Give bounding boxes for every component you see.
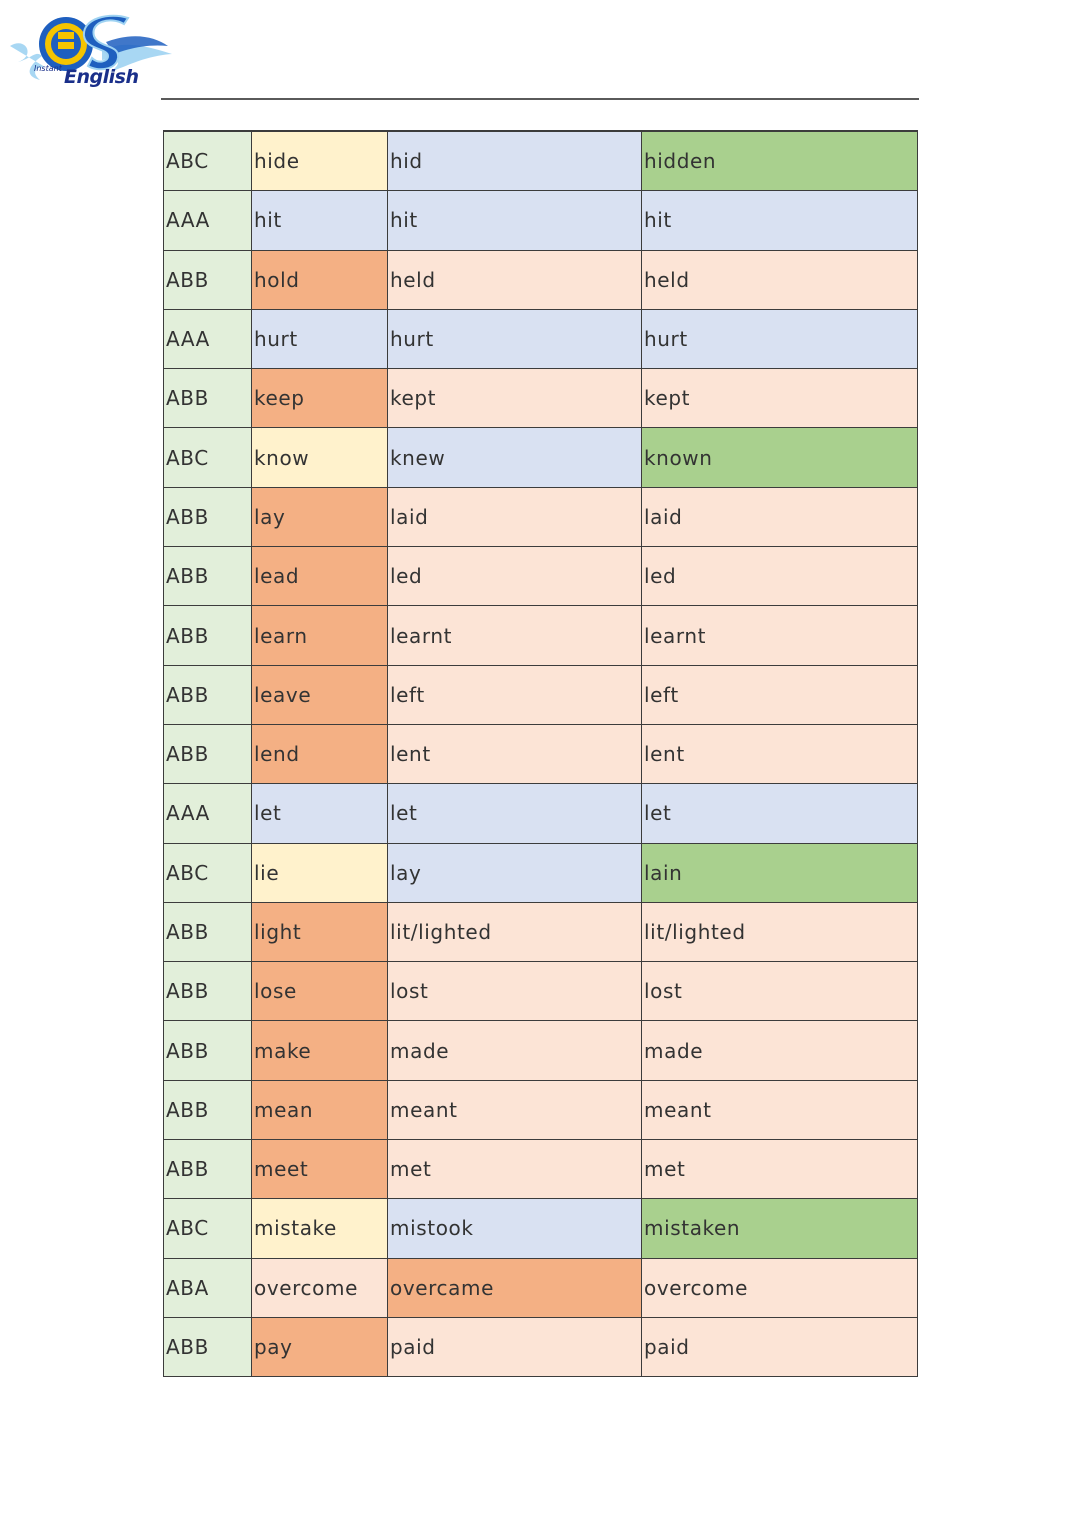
table-row [164,902,918,961]
past-tense-cell: led [388,547,642,606]
base-form-cell: keep [252,369,388,428]
pattern-type-cell: ABC [164,131,252,191]
pattern-type-cell: ABB [164,1140,252,1199]
pattern-type-cell: AAA [164,784,252,843]
base-form-cell: lie [252,843,388,902]
base-form-cell: hold [252,250,388,309]
base-form-cell: lose [252,962,388,1021]
past-participle-cell: learnt [642,606,918,665]
table-row [164,1258,918,1317]
header-divider [161,98,919,100]
table-row [164,1317,918,1376]
table-row [164,665,918,724]
table-row [164,428,918,487]
past-tense-cell: hid [388,131,642,191]
past-tense-cell: left [388,665,642,724]
past-tense-cell: hit [388,191,642,250]
base-form-cell: leave [252,665,388,724]
pattern-type-cell: ABB [164,547,252,606]
table-row [164,1140,918,1199]
pattern-type-cell: ABB [164,369,252,428]
base-form-cell: light [252,902,388,961]
past-participle-cell: made [642,1021,918,1080]
table-row [164,547,918,606]
base-form-cell: hit [252,191,388,250]
base-form-cell: let [252,784,388,843]
logo-main-label: English [64,66,139,88]
past-participle-cell: lost [642,962,918,1021]
base-form-cell: hide [252,131,388,191]
past-tense-cell: laid [388,487,642,546]
past-tense-cell: learnt [388,606,642,665]
past-participle-cell: hurt [642,309,918,368]
table-row [164,250,918,309]
table-row [164,1080,918,1139]
pattern-type-cell: ABC [164,1199,252,1258]
past-tense-cell: made [388,1021,642,1080]
past-participle-cell: hit [642,191,918,250]
past-tense-cell: met [388,1140,642,1199]
instant-english-logo [6,6,174,92]
past-participle-cell: lain [642,843,918,902]
pattern-type-cell: ABB [164,724,252,783]
pattern-type-cell: ABA [164,1258,252,1317]
past-tense-cell: mistook [388,1199,642,1258]
base-form-cell: hurt [252,309,388,368]
base-form-cell: lend [252,724,388,783]
past-participle-cell: meant [642,1080,918,1139]
past-participle-cell: known [642,428,918,487]
base-form-cell: mistake [252,1199,388,1258]
base-form-cell: lay [252,487,388,546]
past-tense-cell: lent [388,724,642,783]
past-tense-cell: knew [388,428,642,487]
pattern-type-cell: AAA [164,191,252,250]
past-participle-cell: held [642,250,918,309]
table-row [164,784,918,843]
irregular-verbs-table [163,130,918,1377]
past-participle-cell: lit/lighted [642,902,918,961]
table-row [164,191,918,250]
base-form-cell: overcome [252,1258,388,1317]
past-tense-cell: held [388,250,642,309]
base-form-cell: know [252,428,388,487]
pattern-type-cell: ABB [164,1317,252,1376]
past-participle-cell: overcome [642,1258,918,1317]
base-form-cell: mean [252,1080,388,1139]
table-row [164,1199,918,1258]
past-tense-cell: lost [388,962,642,1021]
table-row [164,843,918,902]
past-participle-cell: mistaken [642,1199,918,1258]
past-tense-cell: meant [388,1080,642,1139]
table-row [164,1021,918,1080]
past-participle-cell: hidden [642,131,918,191]
past-participle-cell: met [642,1140,918,1199]
pattern-type-cell: ABB [164,665,252,724]
past-participle-cell: led [642,547,918,606]
past-tense-cell: overcame [388,1258,642,1317]
pattern-type-cell: ABB [164,902,252,961]
past-tense-cell: paid [388,1317,642,1376]
past-participle-cell: kept [642,369,918,428]
pattern-type-cell: ABC [164,428,252,487]
table-row [164,487,918,546]
pattern-type-cell: ABB [164,1080,252,1139]
table-row [164,606,918,665]
past-tense-cell: hurt [388,309,642,368]
past-participle-cell: let [642,784,918,843]
past-tense-cell: let [388,784,642,843]
past-participle-cell: laid [642,487,918,546]
pattern-type-cell: ABB [164,962,252,1021]
logo-sub-label: Instant [34,64,62,73]
pattern-type-cell: ABB [164,606,252,665]
past-tense-cell: lay [388,843,642,902]
past-participle-cell: lent [642,724,918,783]
past-tense-cell: lit/lighted [388,902,642,961]
verb-table-body [164,131,918,1377]
table-row [164,962,918,1021]
table-row [164,309,918,368]
base-form-cell: pay [252,1317,388,1376]
pattern-type-cell: ABB [164,250,252,309]
past-participle-cell: paid [642,1317,918,1376]
base-form-cell: make [252,1021,388,1080]
past-tense-cell: kept [388,369,642,428]
table-row [164,724,918,783]
table-row [164,131,918,191]
pattern-type-cell: ABB [164,1021,252,1080]
table-row [164,369,918,428]
pattern-type-cell: AAA [164,309,252,368]
base-form-cell: lead [252,547,388,606]
past-participle-cell: left [642,665,918,724]
base-form-cell: learn [252,606,388,665]
pattern-type-cell: ABC [164,843,252,902]
pattern-type-cell: ABB [164,487,252,546]
base-form-cell: meet [252,1140,388,1199]
